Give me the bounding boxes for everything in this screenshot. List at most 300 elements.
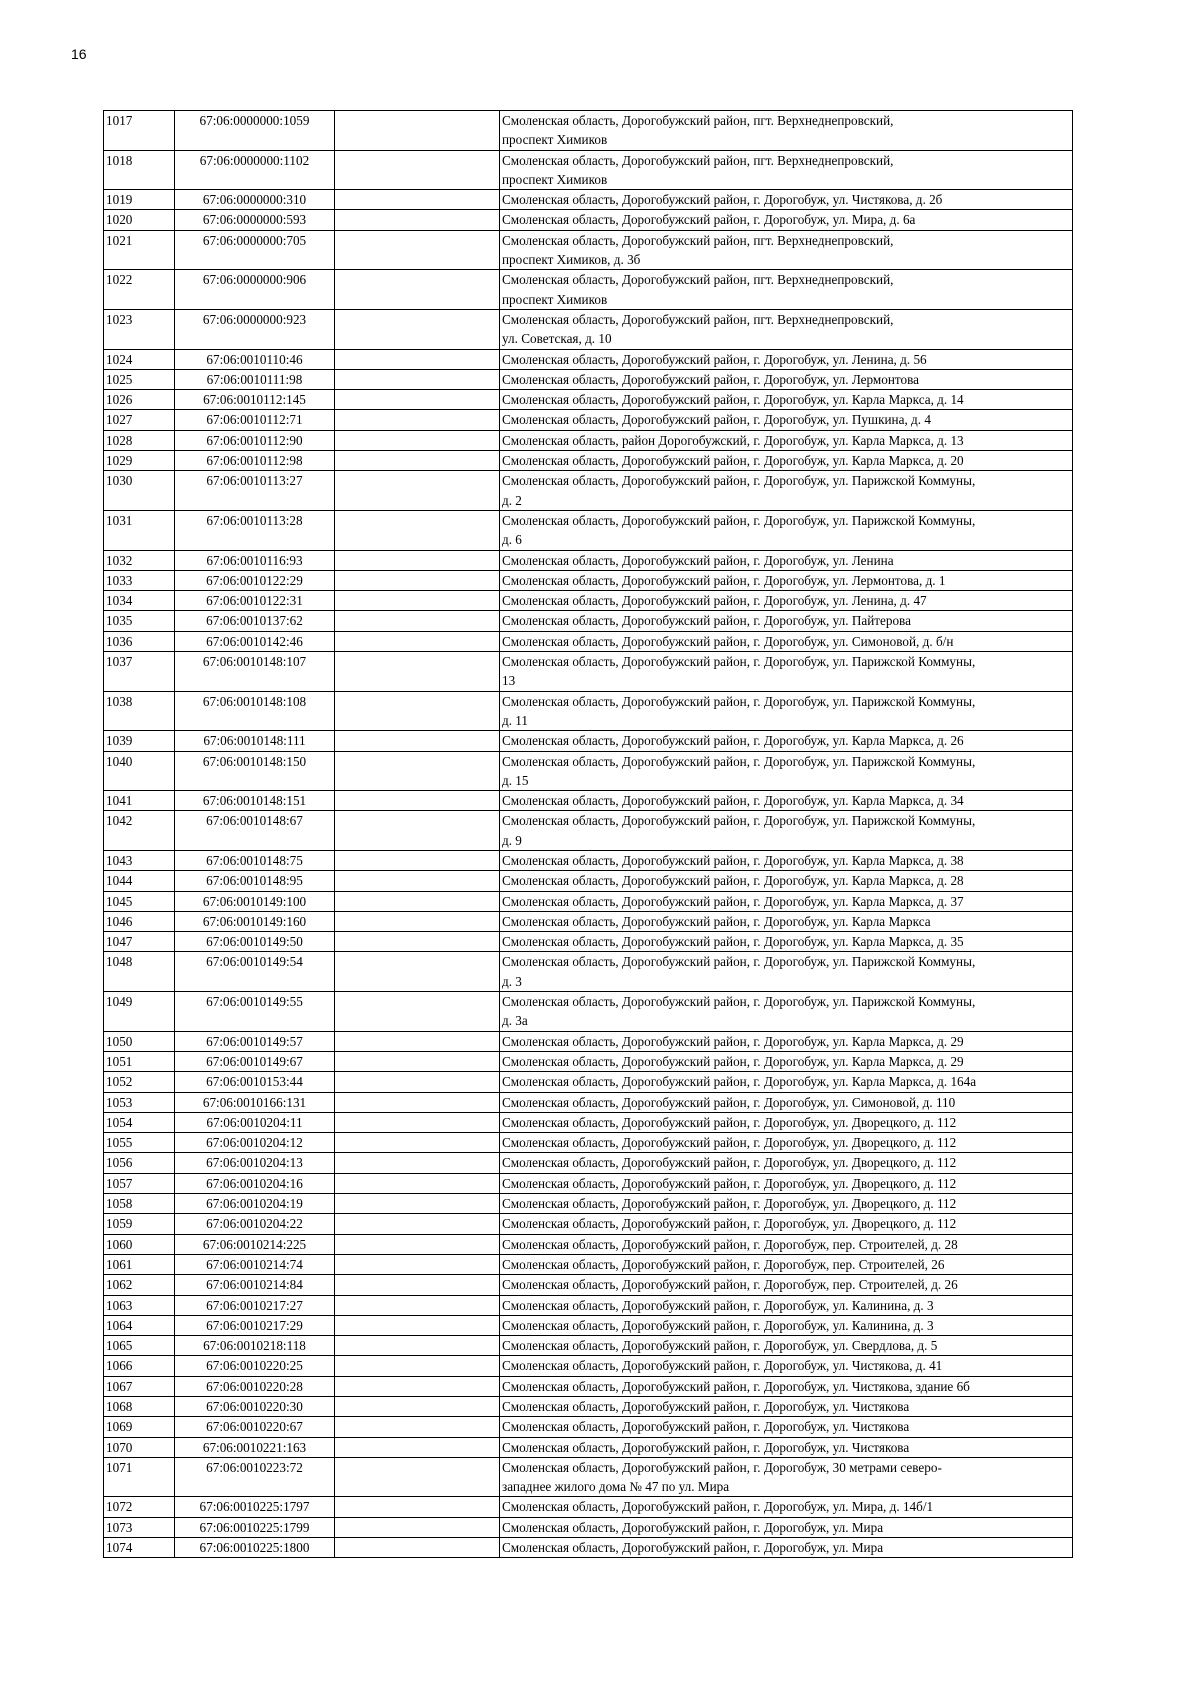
table-row	[104, 1376, 1073, 1396]
row-number-cell: 1053	[104, 1092, 175, 1112]
table-row	[104, 510, 1073, 550]
row-number-cell: 1020	[104, 210, 175, 230]
empty-cell	[335, 992, 500, 1032]
table-row	[104, 1133, 1073, 1153]
table-row	[104, 410, 1073, 430]
address-cell	[500, 309, 1073, 349]
cadastral-number-cell: 67:06:0010214:84	[175, 1275, 335, 1295]
table-row	[104, 1194, 1073, 1214]
row-number-cell: 1024	[104, 349, 175, 369]
table-row	[104, 952, 1073, 992]
address-line: Смоленская область, Дорогобужский район, г. Дорогобуж, ул. Парижской Коммуны,	[502, 473, 976, 489]
address-line: Смоленская область, Дорогобужский район, г. Дорогобуж, ул. Чистякова	[502, 1439, 910, 1455]
empty-cell	[335, 1497, 500, 1517]
row-number-cell: 1030	[104, 471, 175, 511]
cadastral-number-cell: 67:06:0010220:25	[175, 1356, 335, 1376]
address-line: 13	[502, 673, 516, 689]
table-row	[104, 791, 1073, 811]
cadastral-number-cell: 67:06:0010148:111	[175, 731, 335, 751]
cadastral-number-cell: 67:06:0010148:67	[175, 811, 335, 851]
empty-cell	[335, 1072, 500, 1092]
address-cell	[500, 1356, 1073, 1376]
row-number-cell: 1047	[104, 932, 175, 952]
row-number-cell: 1069	[104, 1417, 175, 1437]
empty-cell	[335, 570, 500, 590]
address-cell	[500, 390, 1073, 410]
table-row	[104, 631, 1073, 651]
address-cell	[500, 1234, 1073, 1254]
row-number-cell: 1029	[104, 451, 175, 471]
table-row	[104, 230, 1073, 270]
table-row	[104, 731, 1073, 751]
empty-cell	[335, 1315, 500, 1335]
address-line: Смоленская область, Дорогобужский район, г. Дорогобуж, ул. Чистякова, д. 2б	[502, 192, 943, 208]
table-row	[104, 611, 1073, 631]
address-line: Смоленская область, Дорогобужский район, г. Дорогобуж, ул. Дворецкого, д. 112	[502, 1175, 957, 1191]
cadastral-number-cell: 67:06:0010113:27	[175, 471, 335, 511]
address-line: Смоленская область, Дорогобужский район, г. Дорогобуж, ул. Парижской Коммуны,	[502, 813, 976, 829]
table-row	[104, 1214, 1073, 1234]
row-number-cell: 1065	[104, 1336, 175, 1356]
table-row	[104, 190, 1073, 210]
address-cell	[500, 731, 1073, 751]
row-number-cell: 1035	[104, 611, 175, 631]
address-cell	[500, 850, 1073, 870]
address-line: Смоленская область, Дорогобужский район, г. Дорогобуж, ул. Дворецкого, д. 112	[502, 1135, 957, 1151]
cadastral-number-cell: 67:06:0010225:1799	[175, 1517, 335, 1537]
row-number-cell: 1058	[104, 1194, 175, 1214]
address-line: Смоленская область, Дорогобужский район, пгт. Верхнеднепровский,	[502, 113, 894, 128]
address-line: Смоленская область, Дорогобужский район, г. Дорогобуж, ул. Карла Маркса, д. 29	[502, 1033, 964, 1049]
address-cell	[500, 1295, 1073, 1315]
cadastral-number-cell: 67:06:0010204:13	[175, 1153, 335, 1173]
address-cell	[500, 952, 1073, 992]
address-cell	[500, 591, 1073, 611]
address-cell	[500, 111, 1073, 151]
empty-cell	[335, 410, 500, 430]
address-cell	[500, 1397, 1073, 1417]
cadastral-number-cell: 67:06:0010148:107	[175, 652, 335, 692]
address-cell	[500, 1194, 1073, 1214]
address-cell	[500, 1336, 1073, 1356]
table-row	[104, 111, 1073, 151]
row-number-cell: 1043	[104, 850, 175, 870]
cadastral-number-cell: 67:06:0010204:22	[175, 1214, 335, 1234]
cadastral-number-cell: 67:06:0010112:71	[175, 410, 335, 430]
address-line: Смоленская область, Дорогобужский район, г. Дорогобуж, ул. Парижской Коммуны,	[502, 512, 976, 528]
address-line: Смоленская область, Дорогобужский район, г. Дорогобуж, ул. Парижской Коммуны,	[502, 753, 976, 769]
address-line: Смоленская область, Дорогобужский район, г. Дорогобуж, ул. Чистякова	[502, 1399, 910, 1414]
row-number-cell: 1052	[104, 1072, 175, 1092]
row-number-cell: 1055	[104, 1133, 175, 1153]
address-cell	[500, 471, 1073, 511]
row-number-cell: 1018	[104, 150, 175, 190]
address-line: Смоленская область, Дорогобужский район, пгт. Верхнеднепровский,	[502, 152, 894, 168]
cadastral-number-cell: 67:06:0010112:98	[175, 451, 335, 471]
table-row	[104, 871, 1073, 891]
cadastral-number-cell: 67:06:0010122:31	[175, 591, 335, 611]
empty-cell	[335, 190, 500, 210]
table-row	[104, 1092, 1073, 1112]
address-line: Смоленская область, Дорогобужский район, г. Дорогобуж, ул. Дворецкого, д. 112	[502, 1155, 957, 1171]
empty-cell	[335, 1153, 500, 1173]
empty-cell	[335, 1457, 500, 1497]
cadastral-number-cell: 67:06:0000000:310	[175, 190, 335, 210]
address-cell	[500, 652, 1073, 692]
address-line: Смоленская область, Дорогобужский район, г. Дорогобуж, ул. Дворецкого, д. 112	[502, 1216, 957, 1232]
address-cell	[500, 1275, 1073, 1295]
address-cell	[500, 349, 1073, 369]
address-line: Смоленская область, Дорогобужский район, г. Дорогобуж, ул. Симоновой, д. 110	[502, 1094, 956, 1110]
row-number-cell: 1032	[104, 550, 175, 570]
empty-cell	[335, 611, 500, 631]
address-cell	[500, 1051, 1073, 1071]
address-line: Смоленская область, Дорогобужский район, г. Дорогобуж, ул. Лермонтова	[502, 371, 920, 387]
address-line: западнее жилого дома № 47 по ул. Мира	[502, 1479, 730, 1495]
address-line: Смоленская область, Дорогобужский район, пгт. Верхнеднепровский,	[502, 272, 894, 288]
table-row	[104, 1173, 1073, 1193]
row-number-cell: 1067	[104, 1376, 175, 1396]
address-cell	[500, 1031, 1073, 1051]
row-number-cell: 1064	[104, 1315, 175, 1335]
address-cell	[500, 1417, 1073, 1437]
row-number-cell: 1034	[104, 591, 175, 611]
empty-cell	[335, 811, 500, 851]
empty-cell	[335, 1275, 500, 1295]
address-cell	[500, 190, 1073, 210]
empty-cell	[335, 1397, 500, 1417]
row-number-cell: 1063	[104, 1295, 175, 1315]
table-row	[104, 1153, 1073, 1173]
cadastral-number-cell: 67:06:0010204:16	[175, 1173, 335, 1193]
row-number-cell: 1044	[104, 871, 175, 891]
cadastral-number-cell: 67:06:0000000:1102	[175, 150, 335, 190]
address-line: Смоленская область, район Дорогобужский, г. Дорогобуж, ул. Карла Маркса, д. 13	[502, 432, 964, 448]
cadastral-number-cell: 67:06:0000000:906	[175, 270, 335, 310]
cadastral-number-cell: 67:06:0010221:163	[175, 1437, 335, 1457]
cadastral-number-cell: 67:06:0010220:67	[175, 1417, 335, 1437]
cadastral-number-cell: 67:06:0010204:12	[175, 1133, 335, 1153]
address-cell	[500, 1133, 1073, 1153]
table-row	[104, 150, 1073, 190]
table-row	[104, 550, 1073, 570]
address-line: Смоленская область, Дорогобужский район, г. Дорогобуж, ул. Пайтерова	[502, 613, 911, 629]
address-line: д. 3	[502, 973, 522, 989]
cadastral-number-cell: 67:06:0010220:30	[175, 1397, 335, 1417]
empty-cell	[335, 791, 500, 811]
address-line: Смоленская область, Дорогобужский район, г. Дорогобуж, ул. Ленина, д. 47	[502, 593, 927, 609]
cadastral-number-cell: 67:06:0010217:27	[175, 1295, 335, 1315]
empty-cell	[335, 210, 500, 230]
address-cell	[500, 1214, 1073, 1234]
empty-cell	[335, 591, 500, 611]
cadastral-number-cell: 67:06:0010142:46	[175, 631, 335, 651]
row-number-cell: 1022	[104, 270, 175, 310]
address-cell	[500, 891, 1073, 911]
address-line: Смоленская область, Дорогобужский район, г. Дорогобуж, ул. Карла Маркса, д. 37	[502, 893, 964, 909]
table-row	[104, 1295, 1073, 1315]
empty-cell	[335, 891, 500, 911]
cadastral-number-cell: 67:06:0010166:131	[175, 1092, 335, 1112]
row-number-cell: 1073	[104, 1517, 175, 1537]
table-row	[104, 570, 1073, 590]
address-cell	[500, 791, 1073, 811]
empty-cell	[335, 731, 500, 751]
row-number-cell: 1057	[104, 1173, 175, 1193]
address-cell	[500, 751, 1073, 791]
row-number-cell: 1066	[104, 1356, 175, 1376]
table-row	[104, 390, 1073, 410]
table-row	[104, 1397, 1073, 1417]
empty-cell	[335, 451, 500, 471]
cadastral-number-cell: 67:06:0010204:11	[175, 1112, 335, 1132]
table-row	[104, 1417, 1073, 1437]
address-line: Смоленская область, Дорогобужский район, г. Дорогобуж, ул. Лермонтова, д. 1	[502, 572, 946, 588]
row-number-cell: 1038	[104, 691, 175, 731]
empty-cell	[335, 1538, 500, 1558]
empty-cell	[335, 390, 500, 410]
cadastral-number-cell: 67:06:0010149:160	[175, 911, 335, 931]
address-line: Смоленская область, Дорогобужский район, г. Дорогобуж, ул. Мира	[502, 1540, 884, 1556]
row-number-cell: 1062	[104, 1275, 175, 1295]
cadastral-number-cell: 67:06:0010137:62	[175, 611, 335, 631]
address-line: Смоленская область, Дорогобужский район, г. Дорогобуж, ул. Калинина, д. 3	[502, 1297, 934, 1313]
row-number-cell: 1068	[104, 1397, 175, 1417]
address-cell	[500, 1497, 1073, 1517]
cadastral-number-cell: 67:06:0010149:50	[175, 932, 335, 952]
row-number-cell: 1071	[104, 1457, 175, 1497]
row-number-cell: 1039	[104, 731, 175, 751]
empty-cell	[335, 1133, 500, 1153]
address-line: д. 11	[502, 712, 529, 728]
address-line: д. 6	[502, 532, 522, 548]
cadastral-number-cell: 67:06:0010204:19	[175, 1194, 335, 1214]
address-cell	[500, 1112, 1073, 1132]
address-line: д. 2	[502, 492, 522, 508]
row-number-cell: 1048	[104, 952, 175, 992]
empty-cell	[335, 309, 500, 349]
empty-cell	[335, 150, 500, 190]
address-cell	[500, 1153, 1073, 1173]
cadastral-number-cell: 67:06:0000000:705	[175, 230, 335, 270]
address-cell	[500, 911, 1073, 931]
table-row	[104, 932, 1073, 952]
address-cell	[500, 1538, 1073, 1558]
table-row	[104, 1356, 1073, 1376]
address-line: Смоленская область, Дорогобужский район, пгт. Верхнеднепровский,	[502, 232, 894, 248]
address-line: проспект Химиков, д. 3б	[502, 252, 641, 268]
cadastral-number-cell: 67:06:0010217:29	[175, 1315, 335, 1335]
table-row	[104, 1031, 1073, 1051]
row-number-cell: 1023	[104, 309, 175, 349]
cadastral-number-cell: 67:06:0010113:28	[175, 510, 335, 550]
address-cell	[500, 510, 1073, 550]
row-number-cell: 1059	[104, 1214, 175, 1234]
table-row	[104, 591, 1073, 611]
address-line: Смоленская область, Дорогобужский район, г. Дорогобуж, ул. Симоновой, д. б/н	[502, 633, 954, 649]
row-number-cell: 1072	[104, 1497, 175, 1517]
row-number-cell: 1074	[104, 1538, 175, 1558]
empty-cell	[335, 1356, 500, 1376]
table-row	[104, 1051, 1073, 1071]
empty-cell	[335, 369, 500, 389]
row-number-cell: 1056	[104, 1153, 175, 1173]
row-number-cell: 1051	[104, 1051, 175, 1071]
empty-cell	[335, 1254, 500, 1274]
address-cell	[500, 550, 1073, 570]
table-row	[104, 1517, 1073, 1537]
address-line: Смоленская область, Дорогобужский район, г. Дорогобуж, 30 метрами северо-	[502, 1459, 942, 1475]
cadastral-number-cell: 67:06:0010148:151	[175, 791, 335, 811]
address-line: Смоленская область, Дорогобужский район, г. Дорогобуж, ул. Ленина, д. 56	[502, 351, 927, 367]
address-cell	[500, 932, 1073, 952]
empty-cell	[335, 871, 500, 891]
page-number: 16	[71, 46, 87, 62]
address-cell	[500, 611, 1073, 631]
row-number-cell: 1040	[104, 751, 175, 791]
address-line: Смоленская область, Дорогобужский район, г. Дорогобуж, ул. Чистякова	[502, 1419, 910, 1435]
cadastral-number-cell: 67:06:0000000:1059	[175, 111, 335, 151]
address-line: проспект Химиков	[502, 132, 608, 148]
empty-cell	[335, 510, 500, 550]
cadastral-number-cell: 67:06:0010149:55	[175, 992, 335, 1032]
cadastral-number-cell: 67:06:0010149:54	[175, 952, 335, 992]
empty-cell	[335, 1092, 500, 1112]
table-row	[104, 1234, 1073, 1254]
table-row	[104, 751, 1073, 791]
cadastral-number-cell: 67:06:0000000:923	[175, 309, 335, 349]
table-row	[104, 349, 1073, 369]
row-number-cell: 1061	[104, 1254, 175, 1274]
address-cell	[500, 1517, 1073, 1537]
address-cell	[500, 1173, 1073, 1193]
cadastral-number-cell: 67:06:0010148:108	[175, 691, 335, 731]
address-line: Смоленская область, Дорогобужский район, г. Дорогобуж, ул. Карла Маркса, д. 20	[502, 453, 964, 469]
table-row	[104, 1457, 1073, 1497]
row-number-cell: 1042	[104, 811, 175, 851]
registry-table-body	[104, 111, 1073, 1558]
address-line: Смоленская область, Дорогобужский район, г. Дорогобуж, ул. Карла Маркса, д. 35	[502, 934, 964, 950]
address-line: Смоленская область, Дорогобужский район, г. Дорогобуж, ул. Карла Маркса, д. 14	[502, 392, 964, 408]
table-row	[104, 1336, 1073, 1356]
cadastral-number-cell: 67:06:0010225:1797	[175, 1497, 335, 1517]
address-line: Смоленская область, Дорогобужский район, г. Дорогобуж, ул. Пушкина, д. 4	[502, 412, 931, 428]
empty-cell	[335, 270, 500, 310]
address-cell	[500, 1437, 1073, 1457]
row-number-cell: 1017	[104, 111, 175, 151]
table-row	[104, 811, 1073, 851]
empty-cell	[335, 230, 500, 270]
address-line: Смоленская область, Дорогобужский район, г. Дорогобуж, пер. Строителей, д. 28	[502, 1236, 958, 1252]
empty-cell	[335, 631, 500, 651]
empty-cell	[335, 111, 500, 151]
table-row	[104, 1497, 1073, 1517]
address-cell	[500, 210, 1073, 230]
table-row	[104, 210, 1073, 230]
address-line: Смоленская область, Дорогобужский район, г. Дорогобуж, ул. Дворецкого, д. 112	[502, 1196, 957, 1212]
address-line: Смоленская область, Дорогобужский район, г. Дорогобуж, ул. Мира, д. 6а	[502, 212, 916, 228]
row-number-cell: 1031	[104, 510, 175, 550]
row-number-cell: 1046	[104, 911, 175, 931]
empty-cell	[335, 550, 500, 570]
address-line: Смоленская область, Дорогобужский район, г. Дорогобуж, ул. Парижской Коммуны,	[502, 693, 976, 709]
empty-cell	[335, 1194, 500, 1214]
empty-cell	[335, 1417, 500, 1437]
address-line: Смоленская область, Дорогобужский район, г. Дорогобуж, ул. Карла Маркса, д. 29	[502, 1053, 964, 1069]
row-number-cell: 1041	[104, 791, 175, 811]
row-number-cell: 1025	[104, 369, 175, 389]
table-row	[104, 471, 1073, 511]
row-number-cell: 1028	[104, 430, 175, 450]
row-number-cell: 1054	[104, 1112, 175, 1132]
address-cell	[500, 691, 1073, 731]
address-cell	[500, 570, 1073, 590]
table-row	[104, 850, 1073, 870]
empty-cell	[335, 1173, 500, 1193]
row-number-cell: 1060	[104, 1234, 175, 1254]
empty-cell	[335, 1031, 500, 1051]
address-line: Смоленская область, Дорогобужский район, г. Дорогобуж, ул. Ленина	[502, 552, 894, 568]
address-line: Смоленская область, Дорогобужский район, г. Дорогобуж, ул. Парижской Коммуны,	[502, 994, 976, 1010]
cadastral-number-cell: 67:06:0010148:75	[175, 850, 335, 870]
row-number-cell: 1036	[104, 631, 175, 651]
cadastral-number-cell: 67:06:0010223:72	[175, 1457, 335, 1497]
cadastral-number-cell: 67:06:0010116:93	[175, 550, 335, 570]
address-cell	[500, 270, 1073, 310]
address-cell	[500, 1315, 1073, 1335]
row-number-cell: 1050	[104, 1031, 175, 1051]
row-number-cell: 1026	[104, 390, 175, 410]
table-row	[104, 309, 1073, 349]
address-line: Смоленская область, Дорогобужский район, г. Дорогобуж, ул. Парижской Коммуны,	[502, 954, 976, 970]
empty-cell	[335, 430, 500, 450]
address-line: д. 15	[502, 772, 529, 788]
row-number-cell: 1037	[104, 652, 175, 692]
empty-cell	[335, 471, 500, 511]
address-line: Смоленская область, Дорогобужский район, пгт. Верхнеднепровский,	[502, 311, 894, 327]
empty-cell	[335, 349, 500, 369]
address-line: Смоленская область, Дорогобужский район, г. Дорогобуж, ул. Карла Маркса, д. 38	[502, 852, 964, 868]
cadastral-number-cell: 67:06:0010214:74	[175, 1254, 335, 1274]
empty-cell	[335, 1051, 500, 1071]
address-cell	[500, 811, 1073, 851]
address-cell	[500, 992, 1073, 1032]
cadastral-number-cell: 67:06:0010149:100	[175, 891, 335, 911]
address-line: Смоленская область, Дорогобужский район, г. Дорогобуж, ул. Карла Маркса, д. 26	[502, 733, 964, 749]
empty-cell	[335, 1234, 500, 1254]
address-line: Смоленская область, Дорогобужский район, г. Дорогобуж, ул. Чистякова, здание 6б	[502, 1378, 970, 1394]
empty-cell	[335, 932, 500, 952]
empty-cell	[335, 1376, 500, 1396]
address-cell	[500, 871, 1073, 891]
address-line: ул. Советская, д. 10	[502, 331, 612, 347]
address-line: проспект Химиков	[502, 291, 608, 307]
address-line: Смоленская область, Дорогобужский район, г. Дорогобуж, ул. Мира	[502, 1519, 884, 1535]
table-row	[104, 1072, 1073, 1092]
empty-cell	[335, 850, 500, 870]
table-row	[104, 691, 1073, 731]
table-row	[104, 1254, 1073, 1274]
address-cell	[500, 1092, 1073, 1112]
row-number-cell: 1021	[104, 230, 175, 270]
empty-cell	[335, 1336, 500, 1356]
address-cell	[500, 1376, 1073, 1396]
address-cell	[500, 150, 1073, 190]
row-number-cell: 1045	[104, 891, 175, 911]
table-row	[104, 992, 1073, 1032]
address-line: Смоленская область, Дорогобужский район, г. Дорогобуж, ул. Свердлова, д. 5	[502, 1338, 938, 1354]
address-line: Смоленская область, Дорогобужский район, г. Дорогобуж, ул. Дворецкого, д. 112	[502, 1114, 957, 1130]
